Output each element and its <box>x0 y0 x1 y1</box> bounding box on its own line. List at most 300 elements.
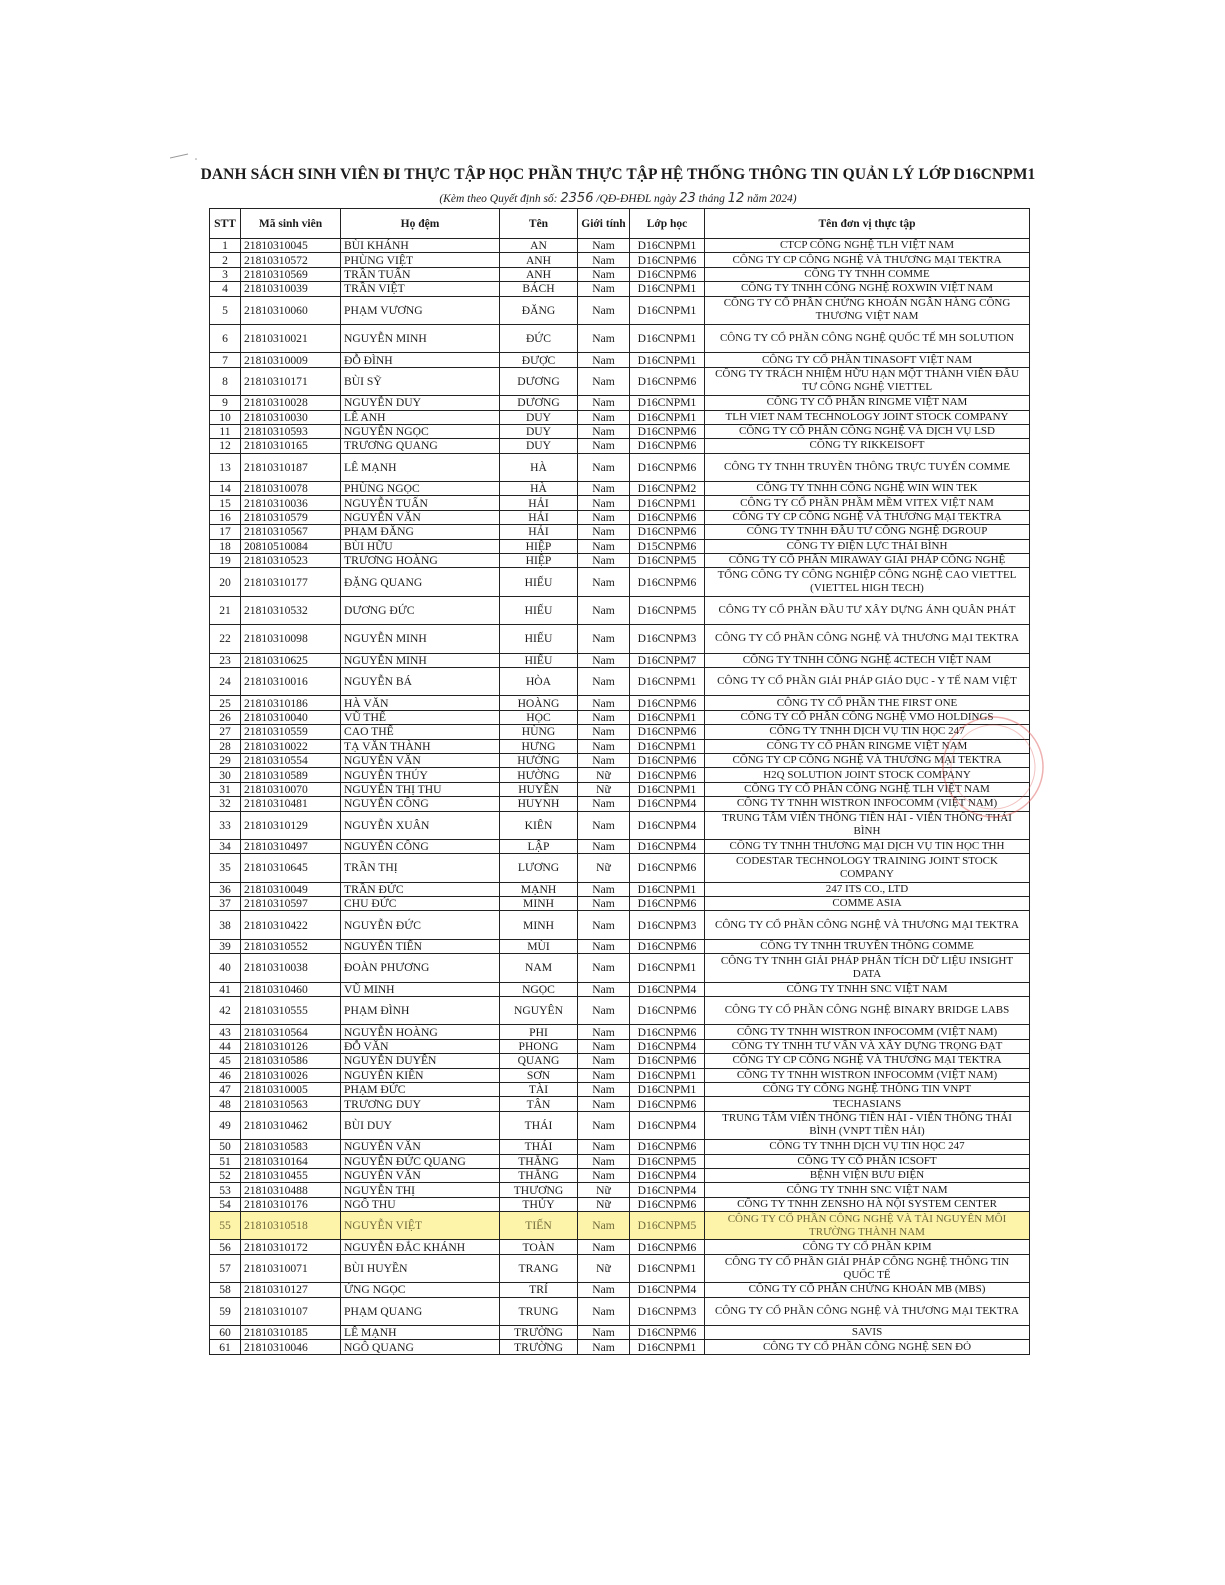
row-stt: 58 <box>210 1283 241 1297</box>
row-first-name: TRƯỜNG <box>500 1340 578 1354</box>
header-stt: STT <box>210 209 241 239</box>
subtitle-text-1: (Kèm theo Quyết định số: <box>439 193 558 205</box>
row-surname: ỨNG NGỌC <box>341 1283 500 1297</box>
row-company: CTCP CÔNG NGHỆ TLH VIỆT NAM <box>705 239 1030 253</box>
row-class: D16CNPM4 <box>630 1111 705 1139</box>
row-surname: HÀ VĂN <box>341 696 500 710</box>
row-stt: 23 <box>210 653 241 667</box>
row-student-id: 21810310177 <box>241 568 341 596</box>
row-surname: BÙI DUY <box>341 1111 500 1139</box>
table-row <box>210 768 1030 782</box>
row-gender: Nam <box>578 667 630 695</box>
row-student-id: 21810310165 <box>241 439 341 453</box>
row-company: CÔNG TY RIKKEISOFT <box>705 439 1030 453</box>
table-row <box>210 782 1030 796</box>
table-row <box>210 811 1030 839</box>
row-first-name: BÁCH <box>500 282 578 296</box>
row-class: D16CNPM6 <box>630 1326 705 1340</box>
row-surname: LÊ MẠNH <box>341 1326 500 1340</box>
row-stt: 27 <box>210 725 241 739</box>
table-row <box>210 267 1030 281</box>
row-student-id: 21810310172 <box>241 1240 341 1254</box>
subtitle-text-4: năm 2024) <box>747 193 797 205</box>
row-class: D16CNPM4 <box>630 982 705 996</box>
row-student-id: 21810310589 <box>241 768 341 782</box>
row-stt: 21 <box>210 596 241 624</box>
row-first-name: NGỌC <box>500 982 578 996</box>
table-row <box>210 353 1030 367</box>
row-surname: NGUYỄN HOÀNG <box>341 1025 500 1039</box>
row-class: D16CNPM6 <box>630 768 705 782</box>
table-row <box>210 525 1030 539</box>
row-stt: 45 <box>210 1054 241 1068</box>
row-surname: NGÔ THU <box>341 1197 500 1211</box>
row-surname: NGUYỄN ĐỨC <box>341 911 500 939</box>
row-class: D16CNPM5 <box>630 1212 705 1240</box>
row-company: CÔNG TY CỔ PHẦN TINASOFT VIỆT NAM <box>705 353 1030 367</box>
decision-number: 2356 <box>560 191 594 206</box>
row-gender: Nam <box>578 482 630 496</box>
row-company: CÔNG TY CỔ PHẦN CÔNG NGHỆ TLH VIỆT NAM <box>705 782 1030 796</box>
row-gender: Nam <box>578 753 630 767</box>
table-row <box>210 797 1030 811</box>
row-company: CÔNG TY TNHH GIẢI PHÁP PHÂN TÍCH DỮ LIỆU INSIGHT DATA <box>705 954 1030 982</box>
row-company: CÔNG TY CP CÔNG NGHỆ VÀ THƯƠNG MẠI TEKTRA <box>705 1054 1030 1068</box>
row-gender: Nam <box>578 839 630 853</box>
row-company: CÔNG TY TNHH WISTRON INFOCOMM (VIỆT NAM) <box>705 1068 1030 1082</box>
row-first-name: DUY <box>500 410 578 424</box>
row-company: CÔNG TY CỔ PHẦN CÔNG NGHỆ VÀ TÀI NGUYÊN MÔI TRƯỜNG THÀNH NAM <box>705 1212 1030 1240</box>
row-gender: Nam <box>578 1297 630 1325</box>
row-student-id: 21810310559 <box>241 725 341 739</box>
row-company: CÔNG TY TNHH TRUYỀN THÔNG TRỰC TUYẾN COMME <box>705 453 1030 481</box>
row-class: D16CNPM1 <box>630 1082 705 1096</box>
row-surname: NGUYỄN MINH <box>341 653 500 667</box>
row-student-id: 21810310563 <box>241 1097 341 1111</box>
row-class: D16CNPM1 <box>630 410 705 424</box>
table-row <box>210 1254 1030 1282</box>
row-gender: Nam <box>578 324 630 352</box>
row-gender: Nam <box>578 410 630 424</box>
row-class: D16CNPM1 <box>630 739 705 753</box>
row-stt: 9 <box>210 396 241 410</box>
table-row <box>210 539 1030 553</box>
row-gender: Nữ <box>578 854 630 882</box>
row-gender: Nam <box>578 539 630 553</box>
row-first-name: TÀI <box>500 1082 578 1096</box>
row-surname: TRƯƠNG DUY <box>341 1097 500 1111</box>
row-first-name: HIẾU <box>500 625 578 653</box>
row-surname: TRẦN TUẤN <box>341 267 500 281</box>
table-row <box>210 453 1030 481</box>
row-student-id: 21810310569 <box>241 267 341 281</box>
row-student-id: 21810310046 <box>241 1340 341 1354</box>
row-company: CÔNG TY CỔ PHẦN PHẦM MỀM VITEX VIỆT NAM <box>705 496 1030 510</box>
row-surname: NGUYỄN CÔNG <box>341 797 500 811</box>
row-class: D16CNPM6 <box>630 267 705 281</box>
row-first-name: TRÍ <box>500 1283 578 1297</box>
row-stt: 54 <box>210 1197 241 1211</box>
row-stt: 55 <box>210 1212 241 1240</box>
row-stt: 53 <box>210 1183 241 1197</box>
row-student-id: 21810310523 <box>241 554 341 568</box>
row-gender: Nữ <box>578 1197 630 1211</box>
row-surname: TRẦN THỊ <box>341 854 500 882</box>
row-student-id: 21810310481 <box>241 797 341 811</box>
row-class: D16CNPM4 <box>630 1283 705 1297</box>
row-gender: Nam <box>578 725 630 739</box>
table-row <box>210 554 1030 568</box>
row-first-name: TIẾN <box>500 1212 578 1240</box>
row-gender: Nam <box>578 882 630 896</box>
table-row <box>210 496 1030 510</box>
row-student-id: 21810310597 <box>241 897 341 911</box>
row-surname: NGUYỄN ĐỨC QUANG <box>341 1154 500 1168</box>
row-stt: 13 <box>210 453 241 481</box>
row-class: D16CNPM4 <box>630 1039 705 1053</box>
row-student-id: 21810310071 <box>241 1254 341 1282</box>
row-class: D16CNPM3 <box>630 911 705 939</box>
table-row <box>210 653 1030 667</box>
row-first-name: HƯNG <box>500 739 578 753</box>
table-row <box>210 482 1030 496</box>
row-stt: 51 <box>210 1154 241 1168</box>
row-company: CÔNG TY CP CÔNG NGHỆ VÀ THƯƠNG MẠI TEKTRA <box>705 253 1030 267</box>
row-first-name: ĐĂNG <box>500 296 578 324</box>
row-first-name: SƠN <box>500 1068 578 1082</box>
row-student-id: 21810310176 <box>241 1197 341 1211</box>
row-student-id: 21810310555 <box>241 997 341 1025</box>
row-stt: 26 <box>210 710 241 724</box>
row-surname: NGUYỄN THỊ <box>341 1183 500 1197</box>
row-surname: BÙI KHÁNH <box>341 239 500 253</box>
row-student-id: 21810310462 <box>241 1111 341 1139</box>
row-gender: Nam <box>578 1212 630 1240</box>
row-company: TECHASIANS <box>705 1097 1030 1111</box>
row-class: D16CNPM3 <box>630 625 705 653</box>
row-gender: Nam <box>578 496 630 510</box>
row-first-name: MINH <box>500 897 578 911</box>
table-row <box>210 1340 1030 1354</box>
table-row <box>210 1212 1030 1240</box>
row-student-id: 21810310126 <box>241 1039 341 1053</box>
row-first-name: HÙNG <box>500 725 578 739</box>
row-company: CÔNG TY CỔ PHẦN RINGME VIỆT NAM <box>705 396 1030 410</box>
row-student-id: 21810310460 <box>241 982 341 996</box>
row-first-name: ĐỨC <box>500 324 578 352</box>
row-stt: 30 <box>210 768 241 782</box>
row-class: D16CNPM6 <box>630 696 705 710</box>
row-class: D16CNPM6 <box>630 424 705 438</box>
row-surname: PHẠM VƯƠNG <box>341 296 500 324</box>
row-company: CÔNG TY TNHH ĐẦU TƯ CÔNG NGHỆ DGROUP <box>705 525 1030 539</box>
row-first-name: HOÀNG <box>500 696 578 710</box>
row-class: D16CNPM6 <box>630 1054 705 1068</box>
table-row <box>210 710 1030 724</box>
row-stt: 44 <box>210 1039 241 1053</box>
header-gender: Giới tính <box>578 209 630 239</box>
row-company: TRUNG TÂM VIỄN THÔNG TIỀN HẢI - VIỄN THÔNG THÁI BÌNH (VNPT TIỀN HẢI) <box>705 1111 1030 1139</box>
row-surname: TRƯƠNG QUANG <box>341 439 500 453</box>
row-gender: Nam <box>578 897 630 911</box>
row-class: D16CNPM1 <box>630 239 705 253</box>
row-stt: 10 <box>210 410 241 424</box>
row-stt: 5 <box>210 296 241 324</box>
row-stt: 25 <box>210 696 241 710</box>
row-gender: Nam <box>578 1140 630 1154</box>
row-stt: 20 <box>210 568 241 596</box>
row-class: D16CNPM1 <box>630 1340 705 1354</box>
header-class: Lớp học <box>630 209 705 239</box>
row-surname: NGUYỄN ĐẮC KHÁNH <box>341 1240 500 1254</box>
row-student-id: 21810310532 <box>241 596 341 624</box>
row-gender: Nam <box>578 625 630 653</box>
row-first-name: DUY <box>500 424 578 438</box>
row-company: CÔNG TY TNHH TƯ VẤN VÀ XÂY DỰNG TRỌNG ĐẠT <box>705 1039 1030 1053</box>
row-class: D16CNPM6 <box>630 453 705 481</box>
row-company: CÔNG TY TNHH TRUYỀN THÔNG COMME <box>705 939 1030 953</box>
row-first-name: PHONG <box>500 1039 578 1053</box>
table-row <box>210 725 1030 739</box>
row-gender: Nam <box>578 1025 630 1039</box>
row-stt: 32 <box>210 797 241 811</box>
row-gender: Nam <box>578 696 630 710</box>
table-row <box>210 1168 1030 1182</box>
table-row <box>210 510 1030 524</box>
document-subtitle <box>200 191 1036 206</box>
row-first-name: HỌC <box>500 710 578 724</box>
row-student-id: 21810310564 <box>241 1025 341 1039</box>
row-gender: Nam <box>578 1068 630 1082</box>
row-student-id: 21810310030 <box>241 410 341 424</box>
row-surname: NGUYỄN XUÂN <box>341 811 500 839</box>
row-student-id: 21810310028 <box>241 396 341 410</box>
row-student-id: 21810310016 <box>241 667 341 695</box>
row-stt: 19 <box>210 554 241 568</box>
row-student-id: 21810310039 <box>241 282 341 296</box>
row-company: CÔNG TY TNHH SNC VIỆT NAM <box>705 1183 1030 1197</box>
row-gender: Nam <box>578 282 630 296</box>
table-row <box>210 1097 1030 1111</box>
row-stt: 16 <box>210 510 241 524</box>
row-surname: ĐỖ ĐÌNH <box>341 353 500 367</box>
row-stt: 3 <box>210 267 241 281</box>
row-company: CÔNG TY CỔ PHẦN CHỨNG KHOÁN NGÂN HÀNG CÔNG THƯƠNG VIỆT NAM <box>705 296 1030 324</box>
table-row <box>210 296 1030 324</box>
row-surname: PHẠM ĐỨC <box>341 1082 500 1096</box>
row-stt: 42 <box>210 997 241 1025</box>
row-student-id: 21810310185 <box>241 1326 341 1340</box>
row-class: D16CNPM1 <box>630 667 705 695</box>
table-row <box>210 625 1030 653</box>
table-row <box>210 1082 1030 1096</box>
row-surname: NGUYỄN VĂN <box>341 1168 500 1182</box>
row-gender: Nam <box>578 811 630 839</box>
table-row <box>210 1054 1030 1068</box>
row-surname: NGUYỄN CÔNG <box>341 839 500 853</box>
table-row <box>210 396 1030 410</box>
row-surname: TẠ VĂN THÀNH <box>341 739 500 753</box>
row-first-name: ANH <box>500 267 578 281</box>
row-student-id: 21810310422 <box>241 911 341 939</box>
row-first-name: TÂN <box>500 1097 578 1111</box>
row-surname: NGUYỄN TUẤN <box>341 496 500 510</box>
row-first-name: HIỆP <box>500 554 578 568</box>
table-row <box>210 1111 1030 1139</box>
row-company: CÔNG TY CỔ PHẦN CÔNG NGHỆ VÀ THƯƠNG MẠI TEKTRA <box>705 911 1030 939</box>
row-class: D16CNPM6 <box>630 753 705 767</box>
table-row <box>210 424 1030 438</box>
row-gender: Nam <box>578 1154 630 1168</box>
row-stt: 60 <box>210 1326 241 1340</box>
row-company: BỆNH VIỆN BƯU ĐIỆN <box>705 1168 1030 1182</box>
row-gender: Nam <box>578 253 630 267</box>
row-company: CÔNG TY CỔ PHẦN CÔNG NGHỆ VÀ THƯƠNG MẠI TEKTRA <box>705 625 1030 653</box>
row-first-name: HƯỜNG <box>500 768 578 782</box>
row-student-id: 21810310567 <box>241 525 341 539</box>
row-surname: PHÙNG NGỌC <box>341 482 500 496</box>
row-stt: 56 <box>210 1240 241 1254</box>
row-student-id: 21810310127 <box>241 1283 341 1297</box>
row-stt: 61 <box>210 1340 241 1354</box>
row-gender: Nam <box>578 1097 630 1111</box>
row-student-id: 21810310038 <box>241 954 341 982</box>
row-first-name: LẬP <box>500 839 578 853</box>
table-row <box>210 897 1030 911</box>
row-first-name: DUY <box>500 439 578 453</box>
subtitle-text-3: tháng <box>698 193 725 205</box>
row-stt: 31 <box>210 782 241 796</box>
table-row <box>210 596 1030 624</box>
row-class: D16CNPM1 <box>630 282 705 296</box>
row-stt: 40 <box>210 954 241 982</box>
row-stt: 38 <box>210 911 241 939</box>
table-row <box>210 1154 1030 1168</box>
row-gender: Nam <box>578 1111 630 1139</box>
table-row <box>210 1025 1030 1039</box>
row-class: D16CNPM6 <box>630 939 705 953</box>
row-surname: LÊ ANH <box>341 410 500 424</box>
row-company: CÔNG TY CỔ PHẦN GIẢI PHÁP GIÁO DỤC - Y TẾ NAM VIỆT <box>705 667 1030 695</box>
row-gender: Nam <box>578 797 630 811</box>
row-stt: 49 <box>210 1111 241 1139</box>
row-gender: Nam <box>578 1326 630 1340</box>
row-first-name: HIẾU <box>500 596 578 624</box>
row-student-id: 21810310070 <box>241 782 341 796</box>
table-row <box>210 739 1030 753</box>
row-student-id: 21810310645 <box>241 854 341 882</box>
table-row <box>210 753 1030 767</box>
row-class: D16CNPM4 <box>630 839 705 853</box>
row-student-id: 21810310021 <box>241 324 341 352</box>
row-company: CÔNG TY CP CÔNG NGHỆ VÀ THƯƠNG MẠI TEKTRA <box>705 753 1030 767</box>
row-stt: 57 <box>210 1254 241 1282</box>
row-surname: LÊ MẠNH <box>341 453 500 481</box>
row-gender: Nam <box>578 554 630 568</box>
table-row <box>210 367 1030 395</box>
row-company: CÔNG TY TNHH DỊCH VỤ TIN HỌC 247 <box>705 1140 1030 1154</box>
row-first-name: NAM <box>500 954 578 982</box>
row-student-id: 21810310005 <box>241 1082 341 1096</box>
table-row <box>210 324 1030 352</box>
row-surname: NGUYỄN VĂN <box>341 753 500 767</box>
row-stt: 35 <box>210 854 241 882</box>
row-first-name: DƯƠNG <box>500 367 578 395</box>
row-surname: PHẠM QUANG <box>341 1297 500 1325</box>
row-student-id: 21810310625 <box>241 653 341 667</box>
table-row <box>210 882 1030 896</box>
row-stt: 28 <box>210 739 241 753</box>
row-stt: 15 <box>210 496 241 510</box>
row-student-id: 21810310129 <box>241 811 341 839</box>
row-surname: ĐỖ VĂN <box>341 1039 500 1053</box>
table-row <box>210 239 1030 253</box>
row-student-id: 21810310107 <box>241 1297 341 1325</box>
row-student-id: 21810310171 <box>241 367 341 395</box>
row-company: TLH VIET NAM TECHNOLOGY JOINT STOCK COMPANY <box>705 410 1030 424</box>
table-row <box>210 997 1030 1025</box>
row-stt: 37 <box>210 897 241 911</box>
row-first-name: ANH <box>500 253 578 267</box>
table-row <box>210 696 1030 710</box>
row-student-id: 21810310583 <box>241 1140 341 1154</box>
row-company: SAVIS <box>705 1326 1030 1340</box>
row-student-id: 21810310060 <box>241 296 341 324</box>
row-surname: VŨ THẾ <box>341 710 500 724</box>
row-company: 247 ITS CO., LTD <box>705 882 1030 896</box>
table-row <box>210 1283 1030 1297</box>
row-surname: BÙI HUYỀN <box>341 1254 500 1282</box>
row-class: D16CNPM5 <box>630 596 705 624</box>
row-class: D16CNPM4 <box>630 1168 705 1182</box>
row-gender: Nam <box>578 997 630 1025</box>
row-surname: BÙI SỸ <box>341 367 500 395</box>
row-first-name: AN <box>500 239 578 253</box>
row-company: CÔNG TY TRÁCH NHIỆM HỮU HẠN MỘT THÀNH VIÊN ĐẦU TƯ CÔNG NGHỆ VIETTEL <box>705 367 1030 395</box>
row-class: D16CNPM1 <box>630 710 705 724</box>
row-student-id: 21810310455 <box>241 1168 341 1182</box>
row-student-id: 20810510084 <box>241 539 341 553</box>
table-row <box>210 1140 1030 1154</box>
row-student-id: 21810310186 <box>241 696 341 710</box>
row-surname: NGUYỄN THỊ THU <box>341 782 500 796</box>
document-title: DANH SÁCH SINH VIÊN ĐI THỰC TẬP HỌC PHẦN THỰC TẬP HỆ THỐNG THÔNG TIN QUẢN LÝ LỚP D16CNPM1 <box>200 166 1036 183</box>
row-class: D16CNPM3 <box>630 1297 705 1325</box>
table-row <box>210 439 1030 453</box>
row-gender: Nam <box>578 1082 630 1096</box>
row-stt: 4 <box>210 282 241 296</box>
table-row <box>210 410 1030 424</box>
row-class: D16CNPM1 <box>630 296 705 324</box>
row-student-id: 21810310078 <box>241 482 341 496</box>
table-row <box>210 282 1030 296</box>
row-first-name: QUANG <box>500 1054 578 1068</box>
row-student-id: 21810310572 <box>241 253 341 267</box>
row-first-name: HẢI <box>500 510 578 524</box>
row-stt: 22 <box>210 625 241 653</box>
row-gender: Nam <box>578 296 630 324</box>
row-gender: Nam <box>578 739 630 753</box>
row-company: COMME ASIA <box>705 897 1030 911</box>
row-first-name: LƯƠNG <box>500 854 578 882</box>
row-stt: 41 <box>210 982 241 996</box>
row-stt: 2 <box>210 253 241 267</box>
row-stt: 46 <box>210 1068 241 1082</box>
row-company: CÔNG TY CỔ PHẦN CÔNG NGHỆ BINARY BRIDGE LABS <box>705 997 1030 1025</box>
row-stt: 47 <box>210 1082 241 1096</box>
row-first-name: MÙI <box>500 939 578 953</box>
row-company: CÔNG TY CỔ PHẦN ĐẦU TƯ XÂY DỰNG ÁNH QUÂN PHÁT <box>705 596 1030 624</box>
